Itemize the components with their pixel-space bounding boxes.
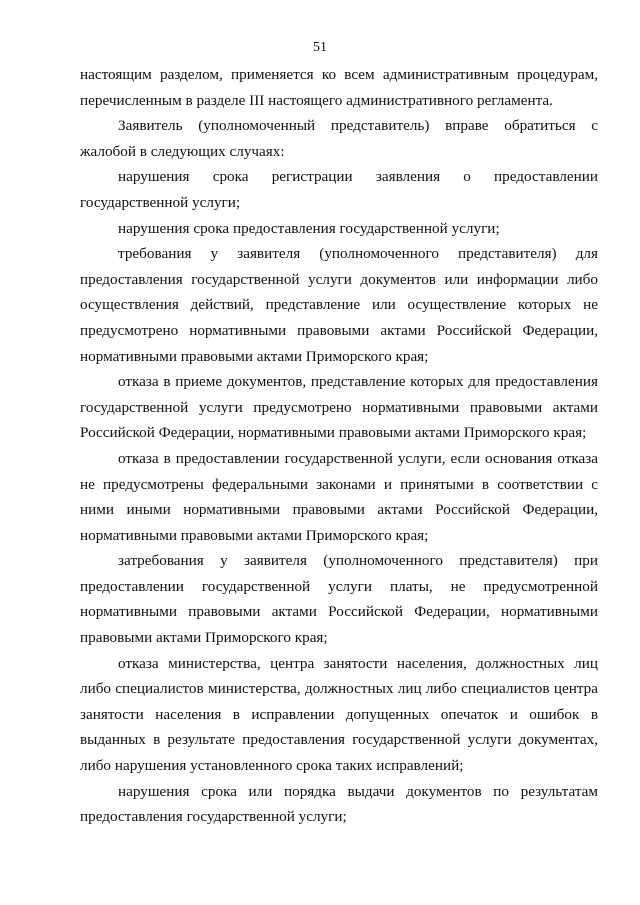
paragraph-continuation: настоящим разделом, применяется ко всем административным процедурам, перечисленным в разделе III настоящего административного регламента.: [80, 66, 598, 109]
page-number: 51: [313, 40, 327, 55]
paragraph-case-service-refusal: отказа в предоставлении государственной услуги, если основания отказа не предусмотрены федеральными законами и принятыми в соответствии с ними иными нормативными правовыми актами Российской Федерации, нормативными правовыми актами Приморского края;: [80, 449, 598, 544]
paragraph-case-issuance-violation: нарушения срока или порядка выдачи документов по результатам предоставления государственной услуги;: [80, 782, 598, 826]
paragraph-case-service-deadline: нарушения срока предоставления государственной услуги;: [118, 219, 500, 237]
paragraph-case-correction-refusal: отказа министерства, центра занятости населения, должностных лиц либо специалистов министерства, должностных лиц либо специалистов центра занятости населения в исправлении допущенных опечаток и ошибок в выданных в результате предоставления государственной услуги документах, либо нарушения установленного срока таких исправлений;: [80, 654, 598, 775]
paragraph-case-unlawful-fee: затребования у заявителя (уполномоченного представителя) при предоставлении государственной услуги платы, не предусмотренной нормативными правовыми актами Российской Федерации, нормативными правовыми актами Приморского края;: [80, 552, 598, 647]
paragraph-complaint-intro: Заявитель (уполномоченный представитель) вправе обратиться с жалобой в следующих случаях:: [80, 117, 598, 160]
paragraph-case-extra-documents: требования у заявителя (уполномоченного представителя) для предоставления государственной услуги документов или информации либо осуществления действий, представление или осуществление которых не предусмотрено нормативными правовыми актами Российской Федерации, нормативными правовыми актами Приморского края;: [80, 245, 598, 365]
paragraph-case-document-refusal: отказа в приеме документов, представление которых для предоставления государственной услуги предусмотрено нормативными правовыми актами Российской Федерации, нормативными правовыми актами Приморского края;: [80, 373, 598, 442]
paragraph-case-registration-deadline: нарушения срока регистрации заявления о предоставлении государственной услуги;: [80, 168, 598, 211]
document-body: [80, 62, 598, 830]
